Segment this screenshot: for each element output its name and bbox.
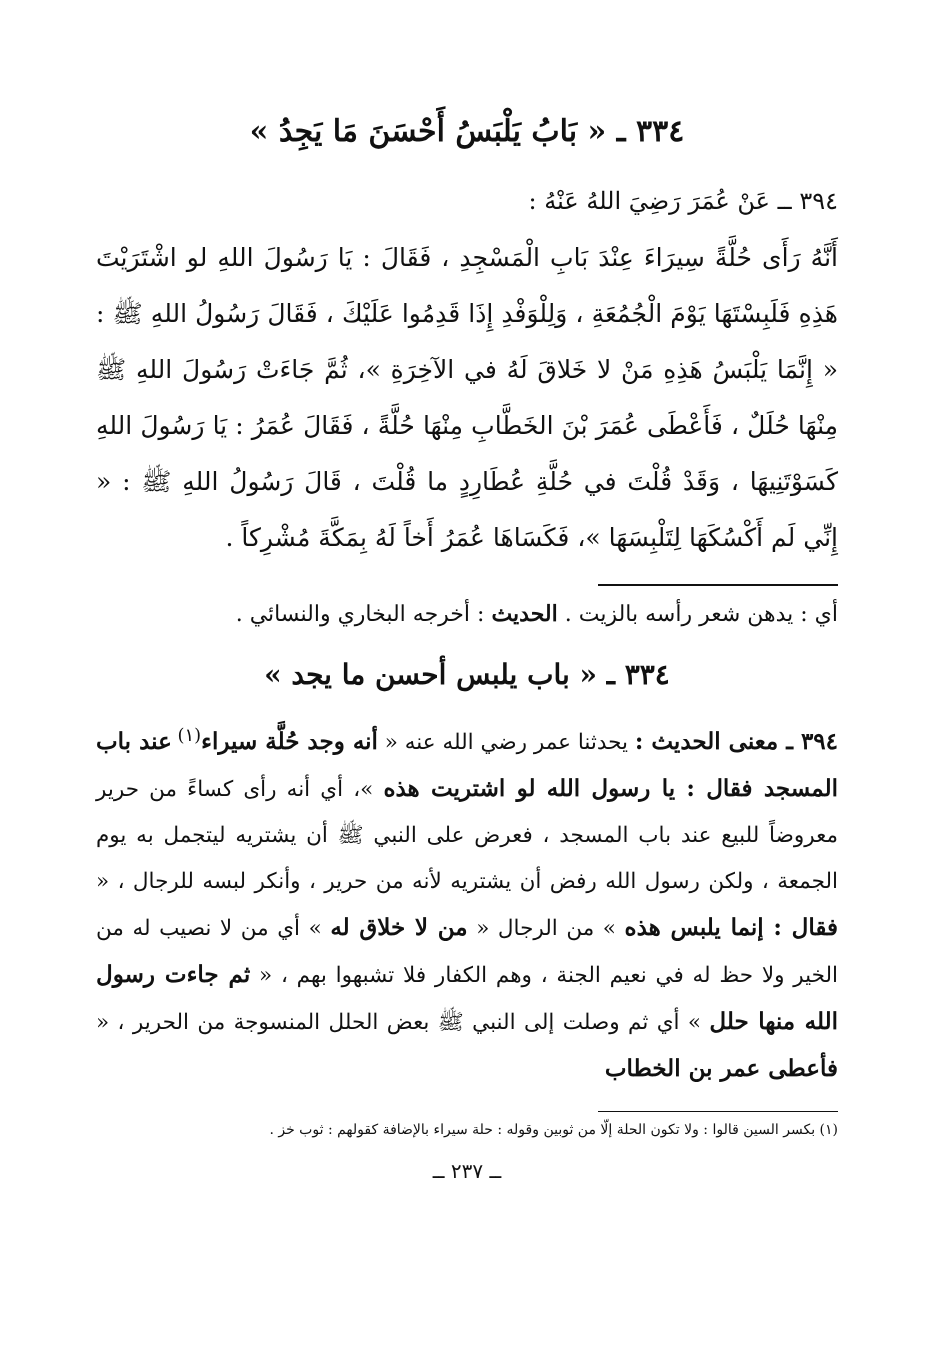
page <box>96 100 838 1186</box>
sharh-quote: أنه وجد حُلَّة سيراء <box>201 728 378 756</box>
gloss-note <box>96 594 838 635</box>
gloss-prefix: أي : يدهن شعر رأسه بالزيت . <box>564 602 838 627</box>
footnote-divider <box>598 1111 838 1112</box>
hadith-heading: ٣٩٤ ــ عَنْ عُمَرَ رَضِيَ اللهُ عَنْهُ : <box>528 187 838 215</box>
gloss-suffix: : أخرجه البخاري والنسائي . <box>235 602 485 627</box>
chapter-title: ٣٣٤ ـ « بَابُ يَلْبَسُ أَحْسَنَ مَا يَجِدُ » <box>249 114 685 149</box>
page-number: ــ ٢٣٧ ــ <box>432 1159 502 1184</box>
hadith-text: أَنَّهُ رَأَى حُلَّةً سِيرَاءَ عِنْدَ بَابِ الْمَسْجِدِ ، فَقَالَ : يَا رَسُولَ اللهِ لو اشْتَرَيْتَ هَذِهِ فَلَبِسْتَهَا يَوْمَ الْجُمُعَةِ ، وَلِلْوَفْدِ إِذَا قَدِمُوا عَلَيْكَ ، فَقَالَ رَسُولُ اللهِ ﷺ : « إِنَّمَا يَلْبَسُ هَذِهِ مَنْ لا خَلاقَ لَهُ في الآخِرَةِ »، ثُمَّ جَاءَتْ رَسُولَ اللهِ ﷺ مِنْهَا حُلَلٌ ، فَأَعْطَى عُمَرَ بْنَ الخَطَّابِ مِنْهَا حُلَّةً ، فَقَالَ عُمَرُ : يَا رَسُولَ اللهِ كَسَوْتَنِيهَا ، وَقَدْ قُلْتَ في حُلَّةِ عُطَارِدٍ ما قُلْتَ ، قَالَ رَسُولُ اللهِ ﷺ : « إِنِّي لَم أَكْسُكَهَا لِتَلْبِسَهَا »، فَكَسَاهَا عُمَرُ أَخاً لَهُ بِمَكَّةَ مُشْرِكاً . <box>96 243 838 552</box>
divider <box>598 584 838 586</box>
sharh-seg: »، أي أنه رأى كساءً من حرير معروضاً للبيع عند باب المسجد ، فعرض على النبي ﷺ أن يشتريه ليتجمل به يوم الجمعة ، ولكن رسول الله رفض أن يشتريه لأنه من حرير ، وأنكر لبسه للرجال ، « <box>96 777 838 895</box>
footnote-ref: (١) <box>171 725 202 746</box>
footnote: (١) بكسر السين قالوا : ولا تكون الحلة إلّا من ثوبين وقوله : حلة سيراء بالإضافة كقولهم : ثوب خز . <box>269 1122 838 1139</box>
gloss-label: الحديث <box>491 601 558 627</box>
sharh-seg: » أي ثم وصلت إلى النبي ﷺ بعض الحلل المنسوجة من الحرير ، « <box>96 1010 710 1036</box>
sharh-quote: عند باب المسجد فقال : يا رسول الله لو اشتريت هذه <box>96 728 838 803</box>
sharh-seg: » من الرجال « <box>467 916 625 942</box>
sharh-quote: فقال : إنما يلبس هذه <box>624 914 838 942</box>
sharh-heading: ٣٩٤ ـ معنى الحديث : <box>634 728 839 756</box>
sharh-quote: فأعطى عمر بن الخطاب <box>604 1055 838 1083</box>
sharh-quote: ثم جاءت رسول الله منها حلل <box>96 961 838 1036</box>
sharh-seg: يحدثنا عمر رضي الله عنه « <box>377 730 635 756</box>
sharh-title: ٣٣٤ ـ « باب يلبس أحسن ما يجد » <box>264 658 670 691</box>
sharh-seg: » أي من لا نصيب له من الخير ولا حظ له في نعيم الجنة ، وهم الكفار فلا تشبهوا بهم ، « <box>96 916 838 989</box>
sharh-quote: من لا خلاق له <box>330 914 468 942</box>
sharh-text <box>96 713 838 1093</box>
